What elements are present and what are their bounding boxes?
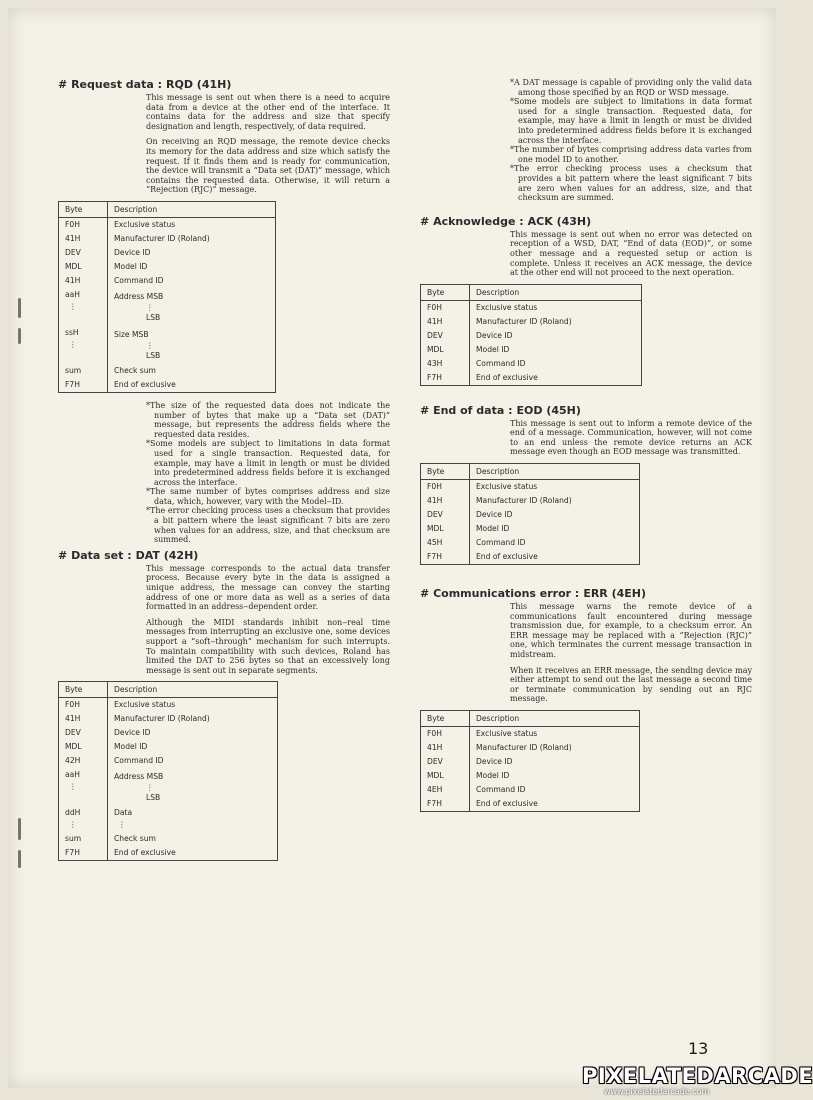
section-heading: # Acknowledge : ACK (43H)	[420, 214, 592, 228]
watermark-url: www.pixelatedarcade.com	[604, 1087, 710, 1096]
eod-table: Byte Description F0H Exclusive status 41H Manufacturer ID (Roland) DEV Device ID MDL Model ID 45H Command ID F7H End of exclusive	[420, 463, 640, 565]
paragraph: This message corresponds to the actual data transfer process. Because every byte in the data is assigned a unique address, the message can convey the starting address of one or more data as well as a series of data formatted in an address‒dependent order.	[146, 563, 390, 612]
manual-page	[8, 8, 776, 1088]
rqd-table: Byte Description F0H Exclusive status 41H Manufacturer ID (Roland) DEV Device ID MDL Model ID 41H Command ID aaH ⋮ Address MSB ⋮ LSB ssH ⋮ Size MSB ⋮ LSB sum Check sum F7H End of exclusive	[58, 201, 276, 393]
note: *Some models are subject to limitations in data format used for a single transaction. Requested data, for example, may have a limit in length or must be divided into predetermined address fields before it is exchanged across the interface.	[510, 97, 752, 145]
paragraph: This message is sent out when there is a need to acquire data from a device at the other end of the interface. It contains data for the address and size that specify designation and length, respectively, of data required.	[146, 93, 390, 131]
section-eod	[420, 404, 752, 565]
page-number: 13	[688, 1039, 709, 1058]
paragraph: This message warns the remote device of a communications fault encountered during message transmission due, for example, to a checksum error. An ERR message may be replaced with a “Rejection (RJC)” one, which terminates the current message transaction in midstream.	[510, 602, 752, 660]
binding-mark	[18, 298, 21, 318]
section-heading: # Communications error : ERR (4EH)	[420, 587, 647, 601]
note: *The size of the requested data does not indicate the number of bytes that make up a “Data set (DAT)” message, but represents the address fields where the requested data resides.	[146, 400, 390, 439]
paragraph: This message is sent out to inform a remote device of the end of a message. Communication, however, will not come to an end unless the remote device returns an ACK message even though an EOD message was transmitted.	[510, 418, 752, 457]
note: *The same number of bytes comprises address and size data, which, however, vary with the Model‒ID.	[146, 487, 390, 506]
section-heading: # End of data : EOD (45H)	[420, 403, 581, 417]
left-column	[58, 78, 390, 869]
dat-table: Byte Description F0H Exclusive status 41H Manufacturer ID (Roland) DEV Device ID MDL Model ID 42H Command ID aaH ⋮ Address MSB ⋮ LSB ddH ⋮ Data ⋮ sum Check sum F7H End of exclusive	[58, 681, 278, 861]
note: *The error checking process uses a checksum that provides a bit pattern where the least significant 7 bits are zero when values for an address, size, and that checksum are summed.	[510, 164, 752, 203]
section-heading: # Request data : RQD (41H)	[58, 78, 232, 91]
binding-mark	[18, 818, 21, 840]
section-rqd	[58, 78, 390, 545]
section-dat	[58, 549, 390, 862]
note: *Some models are subject to limitations in data format used for a single transaction. Requested data, for example, may have a limit in length or must be divided into predetermined address fields before it is exchanged across the interface.	[146, 439, 390, 487]
watermark-logo: PIXELATEDARCADE	[582, 1064, 813, 1088]
note: *The error checking process uses a checksum that provides a bit pattern where the least significant 7 bits are zero when values for an address, size, and that checksum are summed.	[146, 506, 390, 545]
paragraph: On receiving an RQD message, the remote device checks its memory for the data address and size which satisfy the request. If it finds them and is ready for communication, the device will transmit a “Data set (DAT)” message, which contains the requested data. Otherwise, it will return a “Rejection (RJC)” message.	[146, 137, 390, 195]
dat-notes	[420, 78, 752, 203]
err-table: Byte Description F0H Exclusive status 41H Manufacturer ID (Roland) DEV Device ID MDL Model ID 4EH Command ID F7H End of exclusive	[420, 710, 640, 812]
paragraph: Although the MIDI standards inhibit non‒real time messages from interrupting an exclusive one, some devices support a “soft‒through” mechanism for such interrupts. To maintain compatibility with such devices, Roland has limited the DAT to 256 bytes so that an excessively long message is sent out in separate segments.	[146, 617, 390, 675]
rqd-notes	[58, 401, 390, 545]
note: *The number of bytes comprising address data varies from one model ID to another.	[510, 145, 752, 164]
right-column	[420, 78, 752, 820]
binding-mark	[18, 850, 21, 868]
binding-mark	[18, 328, 21, 344]
note: *A DAT message is capable of providing only the valid data among those specified by an RQD or WSD message.	[510, 78, 752, 97]
ack-table: Byte Description F0H Exclusive status 41H Manufacturer ID (Roland) DEV Device ID MDL Model ID 43H Command ID F7H End of exclusive	[420, 284, 642, 386]
paragraph: This message is sent out when no error was detected on reception of a WSD, DAT, “End of data (EOD)”, or some other message and a requested setup or action is complete. Unless it receives an ACK message, the device at the other end will not proceed to the next operation.	[510, 229, 752, 278]
section-heading: # Data set : DAT (42H)	[58, 548, 199, 562]
section-ack	[420, 215, 752, 386]
paragraph: When it receives an ERR message, the sending device may either attempt to send out the last message a second time or terminate communication by sending out an RJC message.	[510, 665, 752, 704]
section-err	[420, 587, 752, 812]
